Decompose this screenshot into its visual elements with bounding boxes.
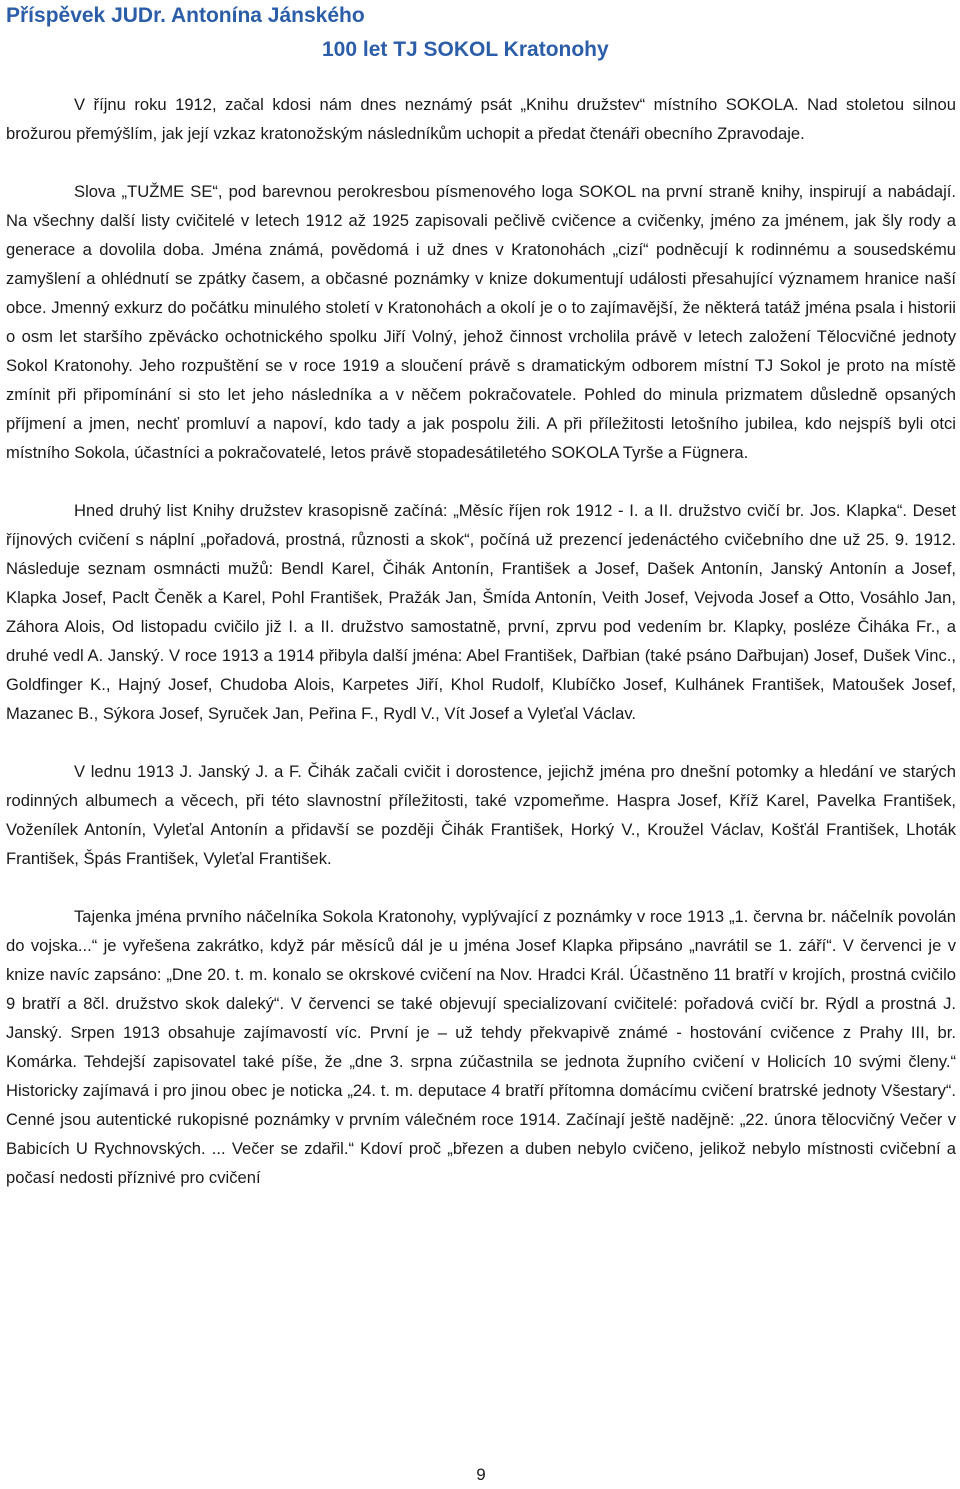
article-body bbox=[6, 90, 956, 1192]
paragraph-first-chief: Tajenka jména prvního náčelníka Sokola Kratonohy, vyplývající z poznámky v roce 1913 „1. června br. náčelník povolán do vojska...“ je vyřešena zakrátko, když pár měsíců dál je u jména Josef Klapka připsáno „navrátil se 1. září“. V červenci je v knize navíc zapsáno: „Dne 20. t. m. konalo se okrskové cvičení na Nov. Hradci Král. Účastněno 11 bratří v krojích, prostná cvičilo 9 bratří a 8čl. družstvo skok daleký“. V červenci se také objevují specializovaní cvičitelé: pořadová cvičí br. Rýdl a prostná J. Janský. Srpen 1913 obsahuje zajímavostí víc. První je – už tehdy překvapivě známé - hostování cvičence z Prahy III, br. Komárka. Tehdejší zapisovatel také píše, že „dne 3. srpna zúčastnila se jednota župního cvičení v Holicích 10 svými členy.“ Historicky zajímavá i pro jinou obec je noticka „24. t. m. deputace 4 bratří přítomna domácímu cvičení bratrské jednoty Všestary“. Cenné jsou autentické rukopisné poznámky v prvním válečném roce 1914. Začínají ještě nadějně: „22. února tělocvičný Večer v Babicích U Rychnovských. ... Večer se zdařil.“ Kdoví proč „březen a duben nebylo cvičeno, jelikož nebylo místnosti cvičební a počasí nedosti příznivé pro cvičení bbox=[6, 907, 956, 1187]
paragraph-youth: V lednu 1913 J. Janský J. a F. Čihák začali cvičit i dorostence, jejichž jména pro dnešní potomky a hledání ve starých rodinných albumech a věcech, při této slavnostní příležitosti, také vzpomeňme. Haspra Josef, Kříž Karel, Pavelka František, Voženílek Antonín, Vyleťal Antonín a přidavší se později Čihák František, Horký V., Kroužel Václav, Košťál František, Lhoták František, Špás František, Vyleťal František. bbox=[6, 762, 956, 868]
paragraph-first-list: Hned druhý list Knihy družstev krasopisně začíná: „Měsíc říjen rok 1912 - I. a II. družstvo cvičí br. Jos. Klapka“. Deset říjnových cvičení s náplní „pořadová, prostná, různosti a skok“, počíná už prezencí jedenáctého cvičebního dne už 25. 9. 1912. Následuje seznam osmnácti mužů: Bendl Karel, Čihák Antonín, František a Josef, Dašek Antonín, Janský Antonín a Josef, Klapka Josef, Paclt Čeněk a Karel, Pohl František, Pražák Jan, Šmída Antonín, Veith Josef, Vejvoda Josef a Otto, Vosáhlo Jan, Záhora Alois, Od listopadu cvičilo již I. a II. družstvo samostatně, první, zprvu pod vedením br. Klapky, posléze Čiháka Fr., a druhé vedl A. Janský. V roce 1913 a 1914 přibyla další jména: Abel František, Dařbian (také psáno Dařbujan) Josef, Dušek Vinc., Goldfinger K., Hajný Josef, Chudoba Alois, Karpetes Jiří, Khol Rudolf, Klubíčko Josef, Kulhánek František, Matoušek Josef, Mazanec B., Sýkora Josef, Syruček Jan, Peřina F., Rydl V., Vít Josef a Vyleťal Václav. bbox=[6, 501, 956, 723]
paragraph-tuzme-se: Slova „TUŽME SE“, pod barevnou perokresbou písmenového loga SOKOL na první straně knihy, inspirují a nabádají. Na všechny další listy cvičitelé v letech 1912 až 1925 zapisovali pečlivě cvičence a cvičenky, jméno za jménem, jak šly rody a generace a dovolila doba. Jména známá, povědomá i už dnes v Kratonohách „cizí“ podněcují k rodinnému a sousedskému zamyšlení a ohlédnutí se zpátky časem, a občasné poznámky v knize dokumentují události přesahující významem hranice naší obce. Jmenný exkurz do počátku minulého století v Kratonohách a okolí je o to zajímavější, že některá tatáž jména psala i historii o osm let staršího zpěvácko ochotnického spolku Jiří Volný, jehož činnost vrcholila právě v letech založení Tělocvičné jednoty Sokol Kratonohy. Jeho rozpuštění se v roce 1919 a sloučení právě s dramatickým odborem místní TJ Sokol je proto na místě zmínit při připomínání si sto let jeho následníka a v něčem pokračovatele. Pohled do minula prizmatem důsledně opsaných příjmení a jmen, nechť promluví a napoví, kdo tady a jak pospolu žili. A při příležitosti letošního jubilea, kdo nejspíš byli otci místního Sokola, účastníci a pokračovatelé, letos právě stopadesátiletého SOKOLA Tyrše a Fügnera. bbox=[6, 182, 956, 462]
article-author-heading: Příspěvek JUDr. Antonína Jánského bbox=[6, 4, 365, 27]
page-number: 9 bbox=[476, 1465, 486, 1484]
document-page bbox=[6, 0, 956, 1489]
paragraph-intro: V říjnu roku 1912, začal kdosi nám dnes neznámý psát „Knihu družstev“ místního SOKOLA. Nad stoletou silnou brožurou přemýšlím, jak její vzkaz kratonožským následníkům uchopit a předat čtenáři obecního Zpravodaje. bbox=[6, 95, 956, 143]
article-title: 100 let TJ SOKOL Kratonohy bbox=[322, 38, 609, 61]
